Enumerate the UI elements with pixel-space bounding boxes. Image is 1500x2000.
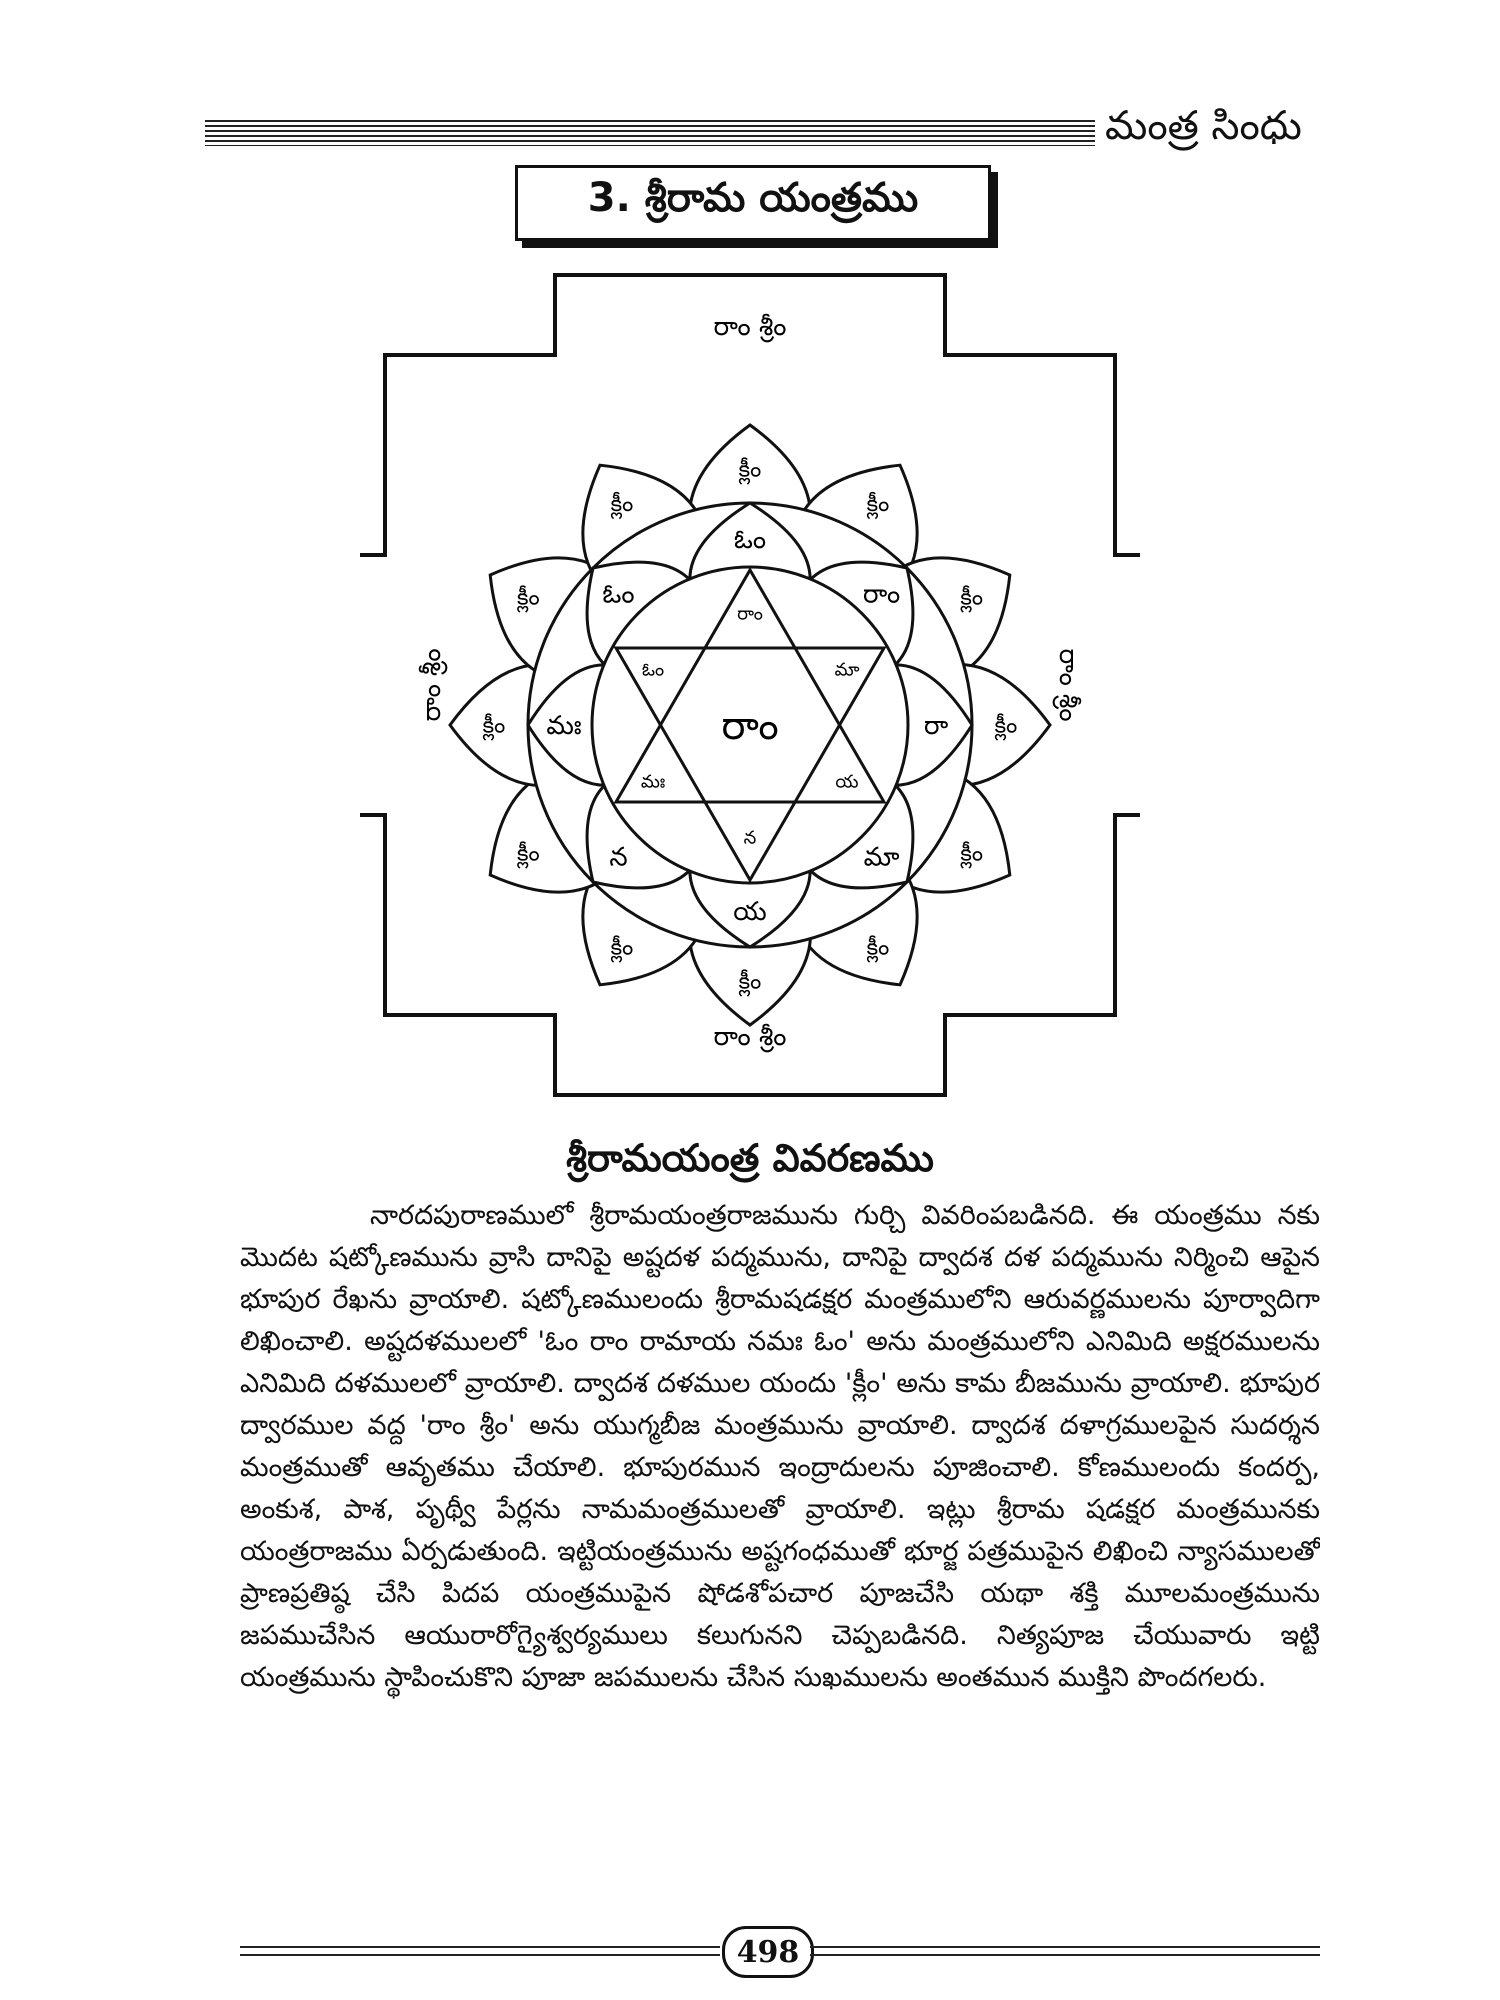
hexagram-letter: రాం (737, 603, 763, 625)
outer-petal-letter: క్లీం (516, 841, 540, 867)
outer-petal-letter: క్లీం (516, 585, 540, 611)
inner-petal-letter: రా (923, 711, 949, 742)
outer-petal-letter: క్లీం (960, 585, 984, 611)
outer-petal-letter: క్లీం (960, 841, 984, 867)
section-heading: శ్రీరామయంత్ర వివరణము (566, 1136, 934, 1180)
gate-top-bija: రాం శ్రీం (713, 312, 787, 342)
header-rule (205, 120, 1095, 146)
outer-petal-letter: క్లీం (738, 969, 762, 995)
inner-petal-letter: మా (863, 842, 900, 873)
outer-petal-letter: క్లీం (610, 491, 634, 517)
outer-petal-letter: క్లీం (482, 713, 506, 739)
page-number: 498 (722, 1926, 814, 1978)
sri-rama-yantra-diagram (360, 255, 1140, 1115)
book-title: మంత్ర సింధు (1105, 103, 1302, 149)
footer-rule-left (240, 1946, 720, 1956)
footer-rule-right (810, 1946, 1320, 1956)
hexagram-letter: మః (640, 771, 666, 793)
inner-petal-letter: మః (546, 711, 582, 742)
outer-petal-letter: క్లీం (738, 457, 762, 483)
outer-petal-letter: క్లీం (866, 935, 890, 961)
yantra-title: 3. శ్రీరామ యంత్రము (587, 175, 919, 221)
outer-petal-letter: క్లీం (994, 713, 1018, 739)
inner-petal-letter: య (733, 897, 767, 928)
gate-right-bija: రాం శ్రీం (1053, 648, 1083, 722)
gate-left-bija: రాం శ్రీం (417, 648, 447, 722)
inner-petal-letter: ఓం (733, 525, 767, 556)
hexagram-letter: మా (834, 659, 860, 681)
inner-petal-letter: రాం (862, 579, 901, 610)
inner-petal-letter: న (609, 842, 628, 873)
outer-petal-letter: క్లీం (866, 491, 890, 517)
hexagram-letter: య (835, 771, 859, 793)
description-paragraph: నారదపురాణములో శ్రీరామయంత్రరాజమును గుర్చి వివరింపబడినది. ఈ యంత్రము నకు మొదట షట్కోణమును వ్రాసి దానిపై అష్టదళ పద్మమును, దానిపై ద్వాదశ దళ పద్మమును నిర్మించి ఆపైన భూపుర రేఖను వ్రాయాలి. షట్కోణములందు శ్రీరామషడక్షర మంత్రములోని ఆరువర్ణములను పూర్వాదిగా లిఖించాలి. అష్టదళములలో 'ఓం రాం రామాయ నమః ఓం' అను మంత్రములోని ఎనిమిది అక్షరములను ఎనిమిది దళములలో వ్రాయాలి. ద్వాదశ దళముల యందు 'క్లీం' అను కామ బీజమును వ్రాయాలి. భూపుర ద్వారముల వద్ద 'రాం శ్రీం' అను యుగ్మబీజ మంత్రమును వ్రాయాలి. ద్వాదశ దళాగ్రములపైన సుదర్శన మంత్రముతో ఆవృతము చేయాలి. భూపురమున ఇంద్రాదులను పూజించాలి. కోణములందు కందర్ప, అంకుశ, పాశ, పృథ్వీ పేర్లను నామమంత్రములతో వ్రాయాలి. ఇట్లు శ్రీరామ షడక్షర మంత్రమునకు యంత్రరాజము ఏర్పడుతుంది. ఇట్టియంత్రమును అష్టగంధముతో భూర్జ పత్రముపైన లిఖించి న్యాసములతో ప్రాణప్రతిష్ఠ చేసి పిదప యంత్రముపైన షోడశోపచార పూజచేసి యథా శక్తి మూలమంత్రమును జపముచేసిన ఆయురారోగ్యైశ్వర్యములు కలుగునని చెప్పబడినది. నిత్యపూజ చేయువారు ఇట్టి యంత్రమును స్థాపించుకొని పూజా జపములను చేసిన సుఖములను అంతమున ముక్తిని పొందగలరు. (240, 1200, 1320, 1693)
inner-petal-letter: ఓం (602, 579, 635, 610)
gate-bottom-bija: రాం శ్రీం (713, 1022, 787, 1052)
hexagram-letter: ఓం (641, 659, 665, 681)
outer-petal-letter: క్లీం (610, 935, 634, 961)
yantra-center-bija: రాం (721, 703, 779, 749)
hexagram-letter: న (743, 827, 757, 849)
yantra-title-box (515, 165, 991, 241)
